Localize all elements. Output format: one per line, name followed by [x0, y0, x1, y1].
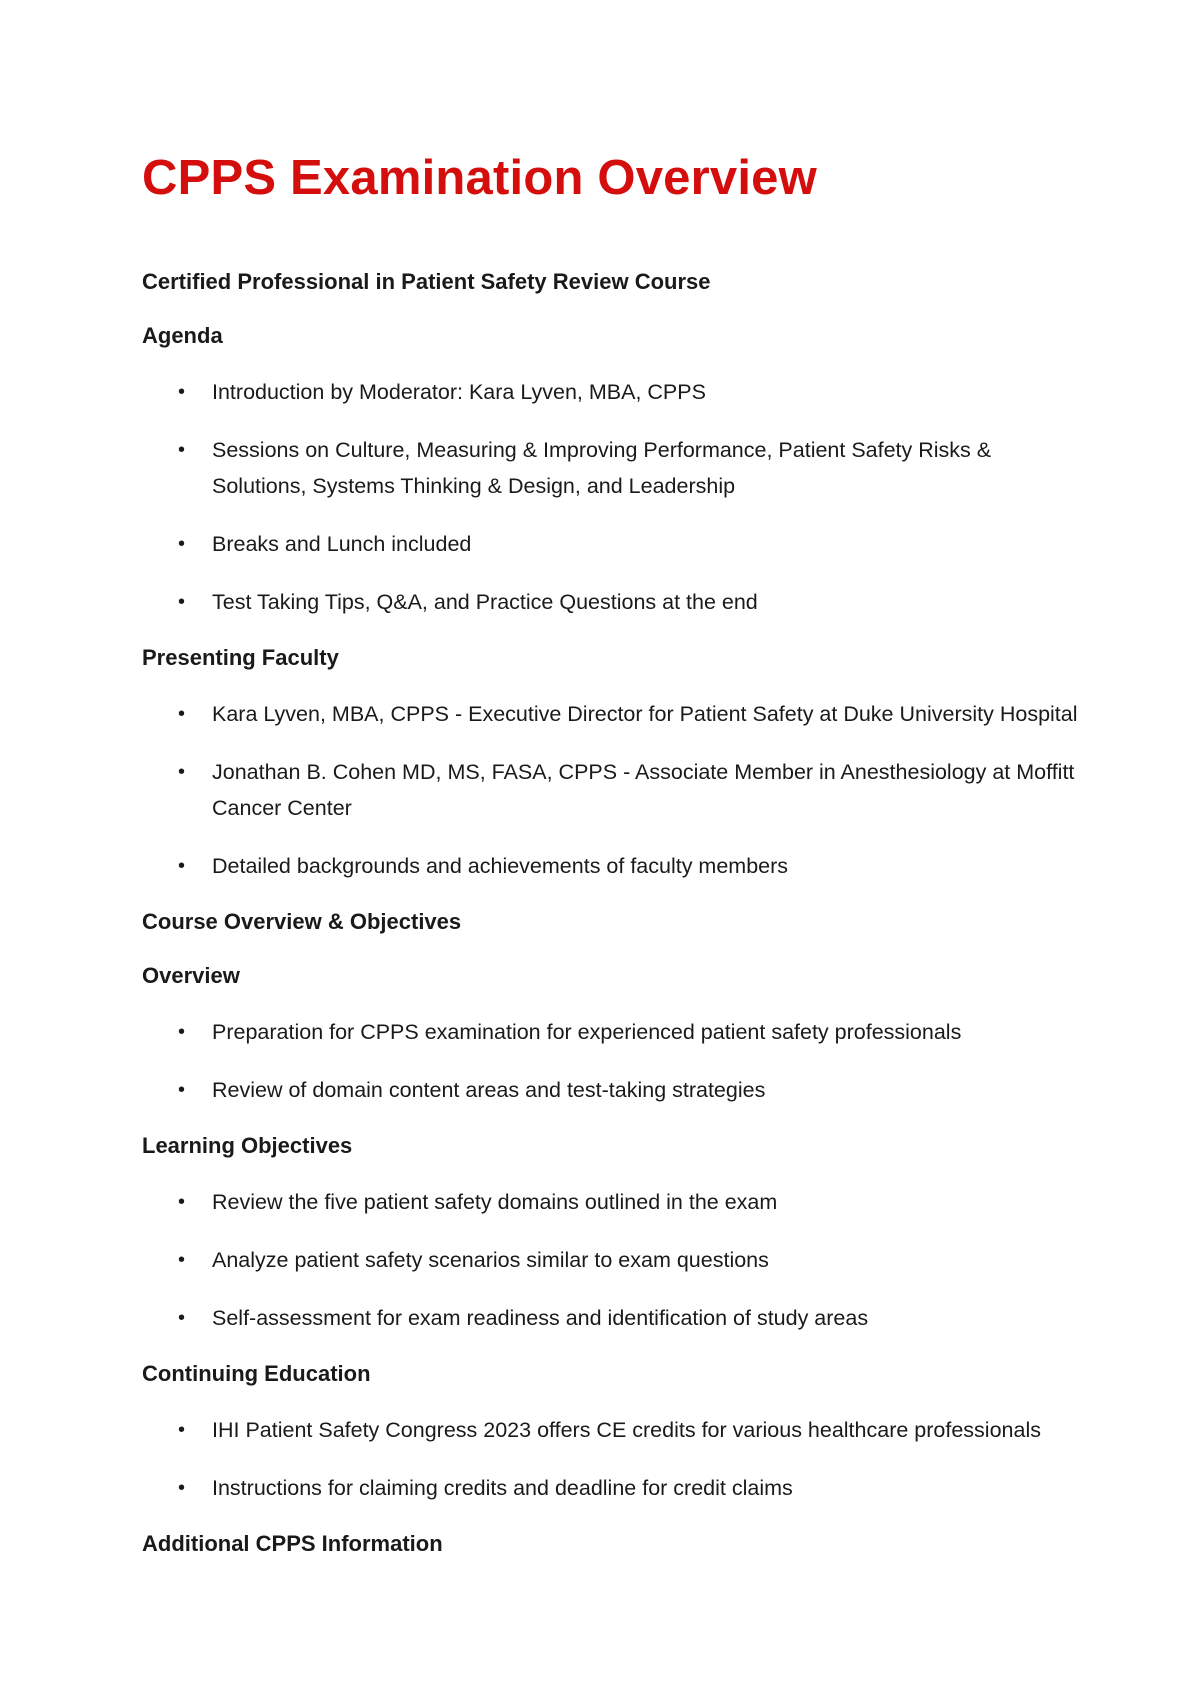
learning-objective-text: Self-assessment for exam readiness and identification of study areas	[212, 1306, 869, 1331]
learning-objective-item	[142, 1300, 1080, 1336]
bullet-icon: •	[178, 1249, 186, 1272]
agenda-item-text: Test Taking Tips, Q&A, and Practice Questions at the end	[212, 590, 758, 615]
additional-info-heading: Additional CPPS Information	[142, 1531, 443, 1557]
bullet-icon: •	[178, 855, 186, 878]
document-title: CPPS Examination Overview	[142, 151, 817, 205]
continuing-education-text: Instructions for claiming credits and deadline for credit claims	[212, 1476, 793, 1501]
overview-item	[142, 1072, 1080, 1108]
faculty-item	[142, 754, 1080, 826]
faculty-item	[142, 696, 1080, 732]
overview-item	[142, 1014, 1080, 1050]
agenda-item	[142, 432, 1080, 504]
faculty-item	[142, 848, 1080, 884]
learning-objectives-heading: Learning Objectives	[142, 1133, 353, 1159]
agenda-item	[142, 526, 1080, 562]
overview-heading: Overview	[142, 963, 240, 989]
overview-list	[142, 1014, 1080, 1108]
bullet-icon: •	[178, 1021, 186, 1044]
agenda-item-text: Introduction by Moderator: Kara Lyven, MBA, CPPS	[212, 380, 706, 405]
agenda-item	[142, 584, 1080, 620]
overview-item-text: Review of domain content areas and test-taking strategies	[212, 1078, 766, 1103]
faculty-heading: Presenting Faculty	[142, 645, 339, 671]
bullet-icon: •	[178, 533, 186, 556]
bullet-icon: •	[178, 1419, 186, 1442]
agenda-list	[142, 374, 1080, 620]
agenda-heading: Agenda	[142, 323, 223, 349]
bullet-icon: •	[178, 703, 186, 726]
bullet-icon: •	[178, 1191, 186, 1214]
document-subtitle: Certified Professional in Patient Safety Review Course	[142, 269, 711, 295]
learning-objectives-list	[142, 1184, 1080, 1336]
agenda-item	[142, 374, 1080, 410]
bullet-icon: •	[178, 1079, 186, 1102]
faculty-item-text: Jonathan B. Cohen MD, MS, FASA, CPPS - Associate Member in Anesthesiology at Moffitt Cancer Center	[212, 760, 1075, 821]
continuing-education-item	[142, 1412, 1080, 1448]
agenda-item-text: Sessions on Culture, Measuring & Improving Performance, Patient Safety Risks & Solutions, Systems Thinking & Design, and Leadership	[212, 438, 992, 499]
learning-objective-text: Review the five patient safety domains outlined in the exam	[212, 1190, 778, 1215]
bullet-icon: •	[178, 381, 186, 404]
agenda-item-text: Breaks and Lunch included	[212, 532, 472, 557]
continuing-education-text: IHI Patient Safety Congress 2023 offers CE credits for various healthcare professionals	[212, 1418, 1041, 1443]
bullet-icon: •	[178, 591, 186, 614]
faculty-item-text: Detailed backgrounds and achievements of faculty members	[212, 854, 789, 879]
bullet-icon: •	[178, 439, 186, 462]
bullet-icon: •	[178, 761, 186, 784]
course-overview-heading: Course Overview & Objectives	[142, 909, 462, 935]
overview-item-text: Preparation for CPPS examination for experienced patient safety professionals	[212, 1020, 962, 1045]
bullet-icon: •	[178, 1477, 186, 1500]
learning-objective-item	[142, 1242, 1080, 1278]
continuing-education-item	[142, 1470, 1080, 1506]
learning-objective-text: Analyze patient safety scenarios similar to exam questions	[212, 1248, 769, 1273]
faculty-list	[142, 696, 1080, 884]
learning-objective-item	[142, 1184, 1080, 1220]
continuing-education-heading: Continuing Education	[142, 1361, 371, 1387]
continuing-education-list	[142, 1412, 1080, 1506]
faculty-item-text: Kara Lyven, MBA, CPPS - Executive Director for Patient Safety at Duke University Hospital	[212, 702, 1078, 727]
bullet-icon: •	[178, 1307, 186, 1330]
